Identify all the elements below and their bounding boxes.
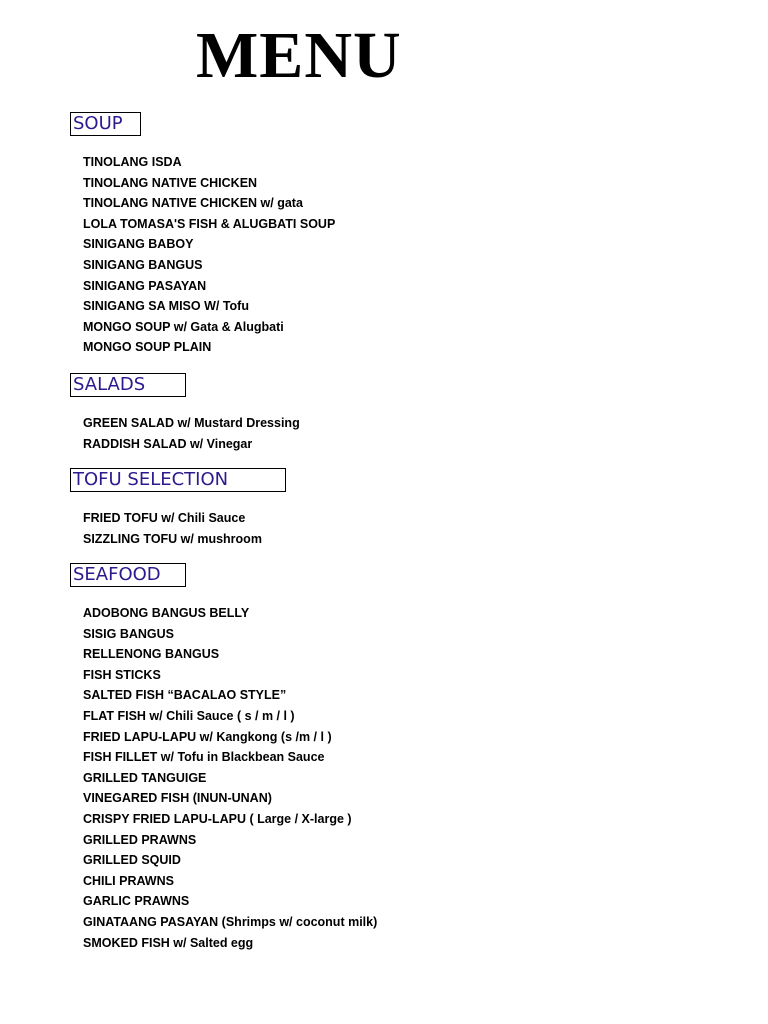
list-item: GREEN SALAD w/ Mustard Dressing <box>83 416 300 430</box>
section-heading: SALADS <box>70 373 186 397</box>
section-heading: SOUP <box>70 112 141 136</box>
list-item: SINIGANG BANGUS <box>83 257 203 272</box>
list-item: FISH STICKS <box>83 667 161 682</box>
list-item: FRIED TOFU w/ Chili Sauce <box>83 511 246 525</box>
list-item: GINATAANG PASAYAN (Shrimps w/ coconut milk) <box>83 914 378 929</box>
list-item: VINEGARED FISH (INUN-UNAN) <box>83 791 272 806</box>
list-item: SIZZLING TOFU w/ mushroom <box>83 531 262 546</box>
page-title: MENU <box>196 19 402 92</box>
list-item: SALTED FISH “BACALAO STYLE” <box>83 688 287 703</box>
section-seafood <box>70 563 377 953</box>
list-item: GARLIC PRAWNS <box>83 894 190 909</box>
list-item: RADDISH SALAD w/ Vinegar <box>83 436 253 451</box>
list-item: FLAT FISH w/ Chili Sauce ( s / m / l ) <box>83 708 295 723</box>
list-item: GRILLED SQUID <box>83 853 181 868</box>
list-item: TINOLANG NATIVE CHICKEN <box>83 175 258 190</box>
list-item: SINIGANG BABOY <box>83 237 194 252</box>
list-item: MONGO SOUP PLAIN <box>83 340 212 355</box>
list-item: SMOKED FISH w/ Salted egg <box>83 935 254 950</box>
section-heading: SEAFOOD <box>70 563 186 587</box>
item-list <box>83 603 377 953</box>
list-item: SINIGANG PASAYAN <box>83 278 207 293</box>
section-tofu-selection <box>70 468 286 549</box>
list-item: LOLA TOMASA'S FISH & ALUGBATI SOUP <box>83 216 336 231</box>
item-list <box>83 152 335 358</box>
section-heading: TOFU SELECTION <box>70 468 286 492</box>
list-item: RELLENONG BANGUS <box>83 647 220 662</box>
item-list <box>83 413 300 454</box>
list-item: GRILLED TANGUIGE <box>83 770 207 785</box>
list-item: GRILLED PRAWNS <box>83 832 197 847</box>
list-item: CHILI PRAWNS <box>83 873 174 888</box>
list-item: FISH FILLET w/ Tofu in Blackbean Sauce <box>83 750 325 765</box>
list-item: ADOBONG BANGUS BELLY <box>83 606 250 620</box>
list-item: SISIG BANGUS <box>83 626 174 641</box>
section-soup <box>70 112 335 358</box>
list-item: TINOLANG ISDA <box>83 155 182 169</box>
list-item: SINIGANG SA MISO W/ Tofu <box>83 299 249 314</box>
section-salads <box>70 373 300 454</box>
list-item: TINOLANG NATIVE CHICKEN w/ gata <box>83 196 303 211</box>
list-item: CRISPY FRIED LAPU-LAPU ( Large / X-large ) <box>83 811 352 826</box>
list-item: MONGO SOUP w/ Gata & Alugbati <box>83 319 284 334</box>
list-item: FRIED LAPU-LAPU w/ Kangkong (s /m / l ) <box>83 729 332 744</box>
item-list <box>83 508 286 549</box>
